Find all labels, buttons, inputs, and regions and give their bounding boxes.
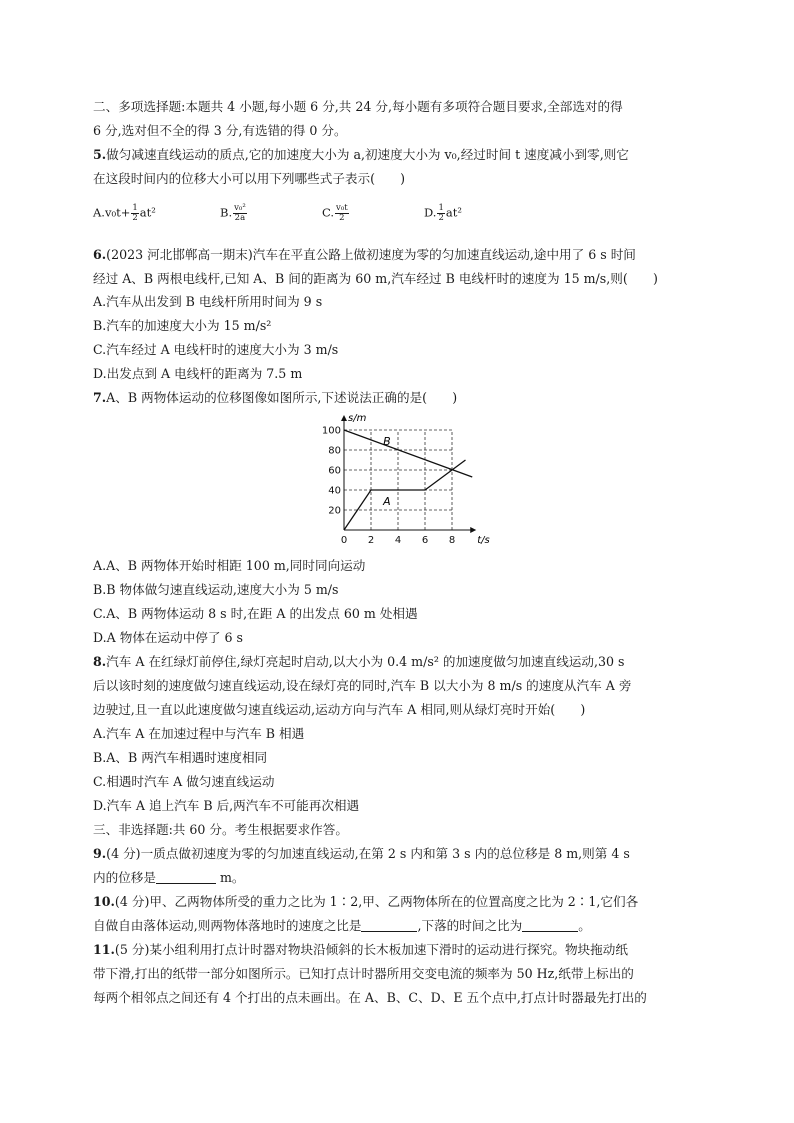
question-7-option-b: B.B 物体做匀速直线运动,速度大小为 5 m/s: [93, 582, 339, 597]
y-tick-label-100: 100: [321, 425, 341, 437]
series-line-b: [344, 430, 472, 477]
question-5-option-c: C. $\frac{\text{v₀t}}{2}$: [322, 203, 348, 223]
question-7-line1: 7.A、B 两物体运动的位移图像如图所示,下述说法正确的是( ): [93, 390, 458, 405]
question-11-line3: 每两个相邻点之间还有 4 个打出的点未画出。在 A、B、C、D、E 五个点中,打点计时器最先打出的: [93, 990, 647, 1005]
question-7-number: 7.: [93, 390, 107, 405]
series-line-a: [344, 460, 466, 530]
question-8-option-d: D.汽车 A 追上汽车 B 后,两汽车不可能再次相遇: [93, 798, 360, 813]
question-11-number: 11.: [93, 942, 115, 957]
y-axis-label: s/m: [348, 413, 367, 424]
section3-header: 三、非选择题:共 60 分。考生根据要求作答。: [93, 822, 348, 837]
question-5-option-a: A.v₀t+ $\frac{1}{2}$ at²: [93, 203, 156, 223]
question-9-line2: 内的位移是 m。: [93, 870, 245, 885]
y-tick-label-20: 20: [328, 505, 341, 517]
question-9-line1: 9.(4 分)一质点做初速度为零的匀加速直线运动,在第 2 s 内和第 3 s 内的总位移是 8 m,则第 4 s: [93, 846, 630, 861]
series-label-a: A: [383, 495, 391, 508]
question-6-line1: 6.(2023 河北邯郸高一期末)汽车在平直公路上做初速度为零的匀加速直线运动,途中用了 6 s 时间: [93, 247, 636, 262]
question-5-option-d: D. $\frac{1}{2}$ at²: [424, 203, 462, 223]
question-5-line2: 在这段时间内的位移大小可以用下列哪些式子表示( ): [93, 171, 406, 186]
question-9-number: 9.: [93, 846, 107, 861]
question-6-line2: 经过 A、B 两根电线杆,已知 A、B 间的距离为 60 m,汽车经过 B 电线杆时的速度为 15 m/s,则( ): [93, 271, 658, 286]
question-7-option-a: A.A、B 两物体开始时相距 100 m,同时同向运动: [93, 558, 366, 573]
x-axis-label: t/s: [477, 535, 490, 546]
x-tick-label-8: 8: [448, 535, 456, 546]
question-5-option-b: B. $\frac{\text{v₀²}}{2a}$: [220, 203, 246, 223]
question-8-line3: 边驶过,且一直以此速度做匀速直线运动,运动方向与汽车 A 相同,则从绿灯亮时开始( ): [93, 702, 586, 717]
y-tick-label-40: 40: [328, 485, 341, 497]
answer-blank-q10-speed[interactable]: [361, 919, 417, 932]
series-label-b: B: [383, 435, 391, 448]
question-8-option-a: A.汽车 A 在加速过程中与汽车 B 相遇: [93, 726, 305, 741]
question-6-option-d: D.出发点到 A 电线杆的距离为 7.5 m: [93, 366, 303, 381]
y-tick-label-80: 80: [328, 445, 341, 457]
graph-grid: [344, 430, 452, 530]
displacement-time-graph: [300, 408, 490, 550]
x-tick-label-4: 4: [394, 535, 402, 546]
question-5-line1: 5.做匀减速直线运动的质点,它的加速度大小为 a,初速度大小为 v₀,经过时间 t 速度减小到零,则它: [93, 147, 629, 162]
question-6-option-a: A.汽车从出发到 B 电线杆所用时间为 9 s: [93, 294, 323, 309]
question-7-option-d: D.A 物体在运动中停了 6 s: [93, 630, 243, 645]
graph-series: [344, 430, 472, 530]
section2-header-line2: 6 分,选对但不全的得 3 分,有选错的得 0 分。: [93, 123, 347, 138]
section2-header-line1: 二、多项选择题:本题共 4 小题,每小题 6 分,共 24 分,每小题有多项符合题目要求,全部选对的得: [93, 99, 623, 114]
answer-blank-q10-time[interactable]: [522, 919, 578, 932]
answer-blank-q9[interactable]: [156, 871, 216, 884]
y-tick-label-60: 60: [328, 465, 341, 477]
question-6-option-c: C.汽车经过 A 电线杆时的速度大小为 3 m/s: [93, 342, 339, 357]
y-axis-arrow: [341, 415, 347, 421]
question-11-line1: 11.(5 分)某小组利用打点计时器对物块沿倾斜的长木板加速下滑时的运动进行探究。物块拖动纸: [93, 942, 628, 957]
x-tick-label-0: 0: [340, 535, 348, 546]
question-10-line2: 自做自由落体运动,则两物体落地时的速度之比是 ,下落的时间之比为 。: [93, 918, 591, 933]
x-axis-arrow: [470, 527, 476, 533]
question-8-option-b: B.A、B 两汽车相遇时速度相同: [93, 750, 268, 765]
question-8-option-c: C.相遇时汽车 A 做匀速直线运动: [93, 774, 275, 789]
question-10-number: 10.: [93, 894, 115, 909]
question-5-number: 5.: [93, 147, 107, 162]
question-6-number: 6.: [93, 247, 107, 262]
question-11-line2: 带下滑,打出的纸带一部分如图所示。已知打点计时器所用交变电流的频率为 50 Hz,纸带上标出的: [93, 966, 634, 981]
question-8-line2: 后以该时刻的速度做匀速直线运动,设在绿灯亮的同时,汽车 B 以大小为 8 m/s 的速度从汽车 A 旁: [93, 678, 632, 693]
question-6-option-b: B.汽车的加速度大小为 15 m/s²: [93, 318, 272, 333]
question-10-line1: 10.(4 分)甲、乙两物体所受的重力之比为 1∶2,甲、乙两物体所在的位置高度之比为 2∶1,它们各: [93, 894, 639, 909]
x-tick-label-6: 6: [421, 535, 429, 546]
question-8-number: 8.: [93, 654, 107, 669]
question-8-line1: 8.汽车 A 在红绿灯前停住,绿灯亮起时启动,以大小为 0.4 m/s² 的加速度做匀加速直线运动,30 s: [93, 654, 625, 669]
graph-axes: [341, 415, 476, 533]
question-7-option-c: C.A、B 两物体运动 8 s 时,在距 A 的出发点 60 m 处相遇: [93, 606, 418, 621]
x-tick-label-2: 2: [367, 535, 375, 546]
